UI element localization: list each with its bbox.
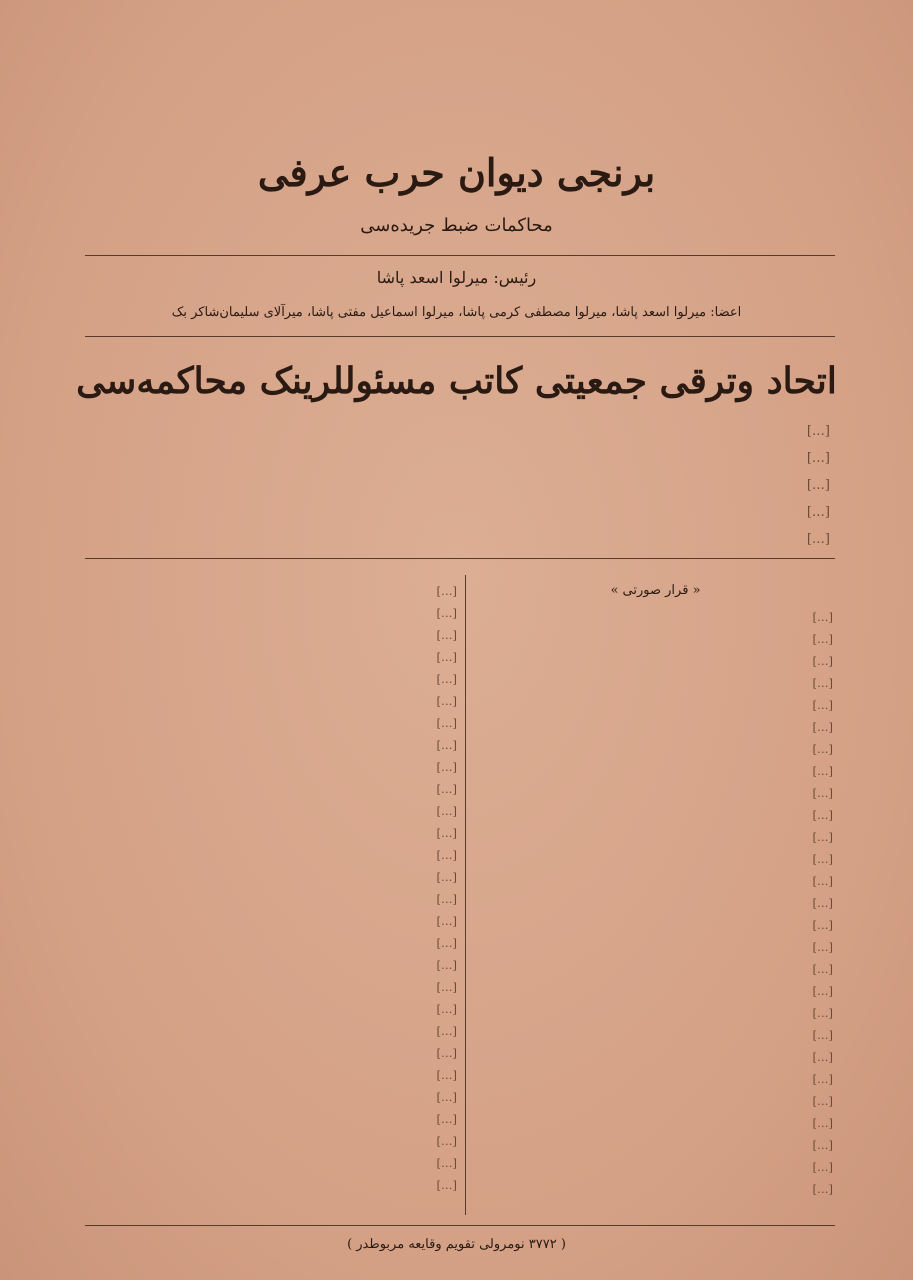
text-line: […] [812,720,833,734]
text-line: […] [812,808,833,822]
text-line: […] [812,1116,833,1130]
president-line: رئیس: میرلوا اسعد پاشا [376,268,537,287]
left-column [102,580,457,1196]
text-line: […] [812,984,833,998]
text-line: […] [436,606,457,620]
text-line: […] [812,962,833,976]
text-line: […] [812,1182,833,1196]
text-line: […] [812,940,833,954]
text-line: […] [812,1160,833,1174]
text-line: […] [436,760,457,774]
text-line: […] [436,650,457,664]
text-line: […] [806,505,830,520]
page-title: برنجی دیوان حرب عرفی [257,150,656,195]
text-line: […] [812,654,833,668]
text-line: […] [812,1028,833,1042]
text-line: […] [812,1050,833,1064]
text-line: […] [436,1112,457,1126]
text-line: […] [806,451,830,466]
article-headline: اتحاد وترقی جمعیتی کاتب مسئوللرینک محاکمه‌سی [76,360,837,402]
text-line: […] [436,738,457,752]
text-line: […] [812,786,833,800]
text-line: […] [812,610,833,624]
divider-rule [85,558,835,559]
footer-note: ( ۳۷۷۲ نومرولی تقویم وقایعه مربوطدر ) [347,1237,566,1252]
text-line: […] [436,914,457,928]
text-line: […] [436,1178,457,1192]
text-line: […] [436,694,457,708]
text-line: […] [436,1002,457,1016]
text-line: […] [812,874,833,888]
text-line: […] [812,1006,833,1020]
text-line: […] [436,848,457,862]
text-line: […] [436,1068,457,1082]
column-divider [465,575,466,1215]
text-line: […] [812,742,833,756]
text-line: […] [812,830,833,844]
text-line: […] [436,672,457,686]
text-line: […] [806,478,830,493]
text-line: […] [806,424,830,439]
text-line: […] [812,896,833,910]
text-line: […] [812,852,833,866]
right-column-body [478,606,833,1200]
text-line: […] [812,1072,833,1086]
text-line: […] [436,1156,457,1170]
text-line: […] [812,676,833,690]
text-line: […] [436,584,457,598]
text-line: […] [436,628,457,642]
members-line: اعضا: میرلوا اسعد پاشا، میرلوا مصطفی کرمی پاشا، میرلوا اسماعیل مفتی پاشا، میرآلای سلیمان‌شاکر بک [171,305,742,320]
text-line: […] [812,632,833,646]
text-line: […] [436,1024,457,1038]
divider-rule [85,1225,835,1226]
text-line: […] [812,698,833,712]
divider-rule [85,336,835,337]
text-line: […] [436,892,457,906]
text-line: […] [436,958,457,972]
right-column [478,580,833,1200]
column-heading: « قرار صورتی » [610,583,701,598]
text-line: […] [436,826,457,840]
text-line: […] [812,1094,833,1108]
text-line: […] [436,782,457,796]
text-line: […] [806,532,830,547]
text-line: […] [436,716,457,730]
text-line: […] [436,1046,457,1060]
text-line: […] [436,870,457,884]
text-line: […] [436,1090,457,1104]
intro-paragraph [90,418,830,553]
text-line: […] [812,1138,833,1152]
text-line: […] [812,918,833,932]
text-line: […] [436,980,457,994]
text-line: […] [812,764,833,778]
text-line: […] [436,1134,457,1148]
divider-rule [85,255,835,256]
text-line: […] [436,936,457,950]
text-line: […] [436,804,457,818]
page-subtitle: محاکمات ضبط جریده‌سی [360,215,553,236]
